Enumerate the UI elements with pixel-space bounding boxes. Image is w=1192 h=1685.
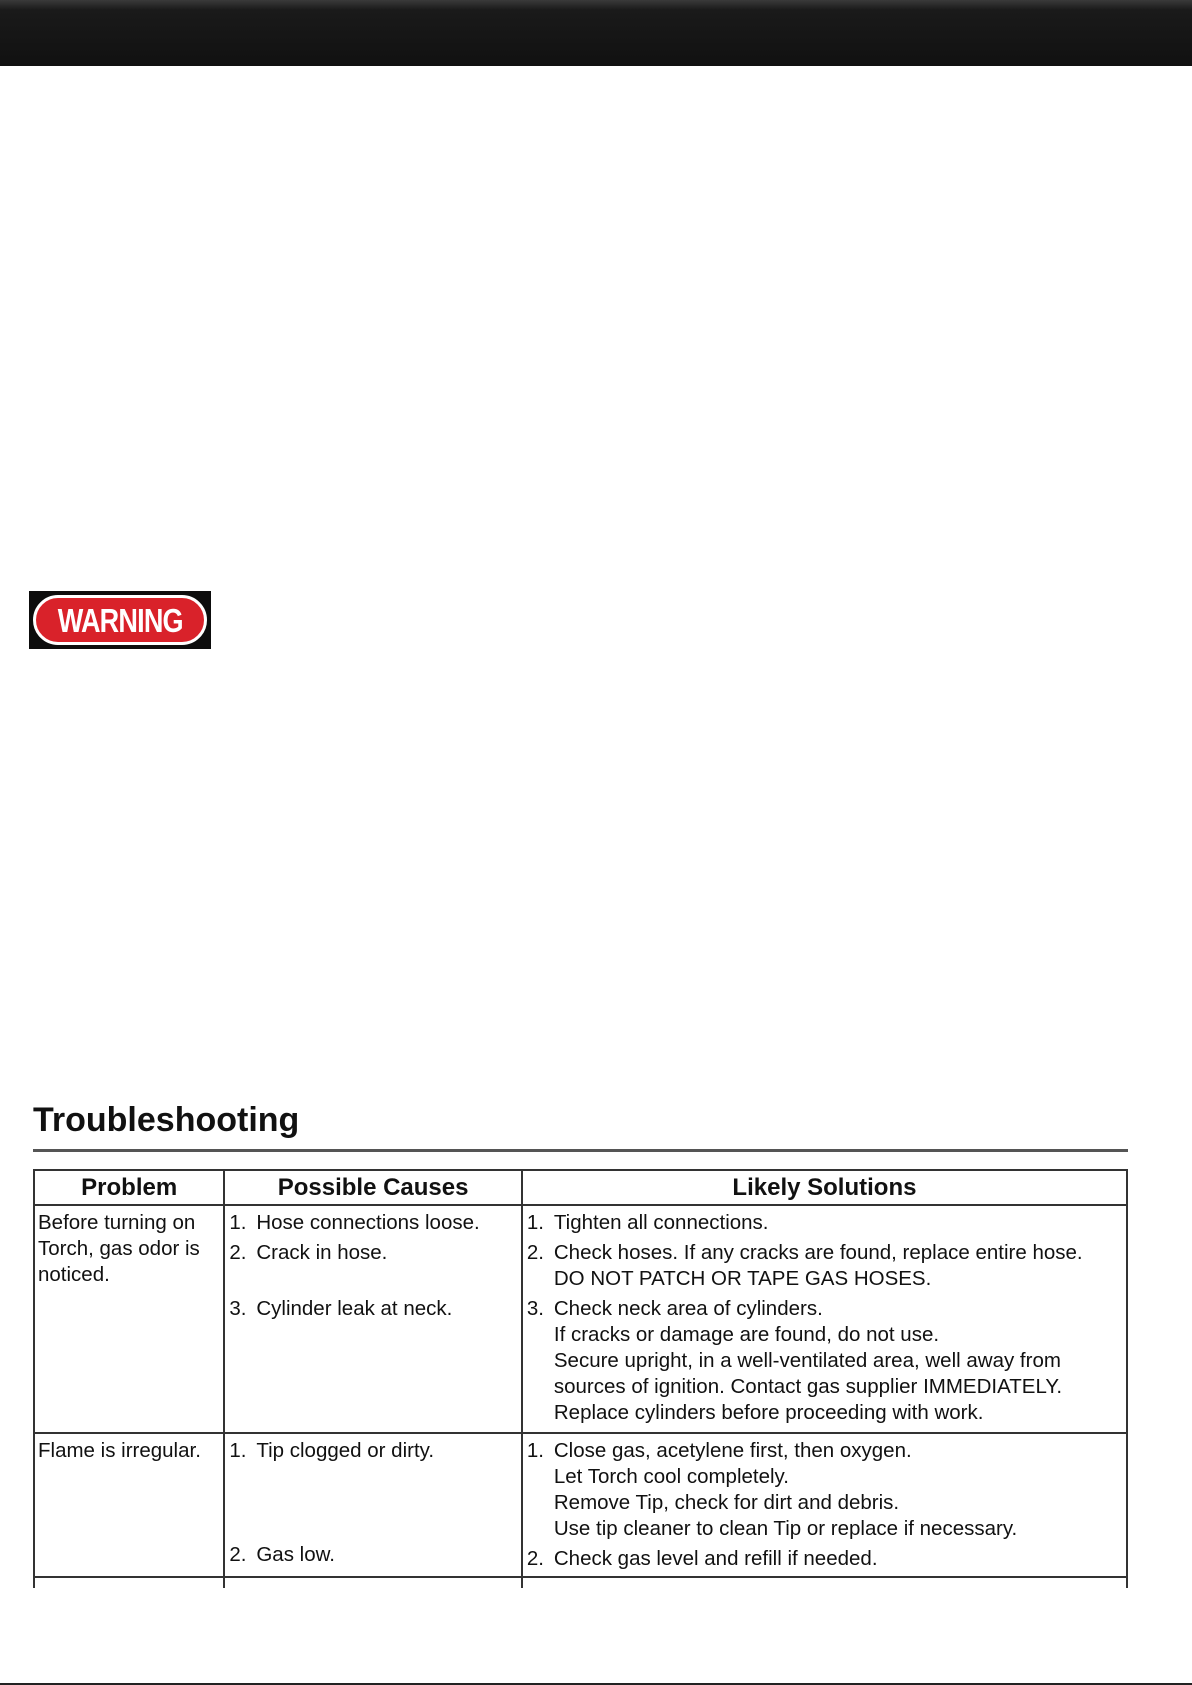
problem-text: Before turning on Torch, gas odor is noticed. [38, 1211, 200, 1286]
solution-number: 3. [526, 1297, 544, 1320]
warning-label: WARNING [57, 601, 183, 639]
cause-number: 1. [229, 1439, 247, 1462]
solution-text: Check hoses. If any cracks are found, replace entire hose. DO NOT PATCH OR TAPE GAS HOSES. [553, 1241, 1083, 1290]
problem-cell [34, 1433, 224, 1577]
header-problem: Problem [34, 1170, 224, 1205]
solutions-cell [522, 1433, 1127, 1577]
title-divider [33, 1149, 1128, 1152]
solution-number: 1. [526, 1439, 544, 1462]
table-header-row [34, 1170, 1127, 1205]
problem-text: Flame is irregular. [38, 1439, 201, 1462]
solution-number: 2. [526, 1241, 544, 1264]
solution-item [523, 1438, 1126, 1542]
problem-cell [34, 1205, 224, 1433]
cause-text: Gas low. [256, 1543, 335, 1566]
cause-item [225, 1210, 521, 1236]
solution-text: Check gas level and refill if needed. [553, 1547, 878, 1570]
warning-badge [29, 591, 211, 649]
solution-item [523, 1296, 1126, 1426]
table-row [34, 1433, 1127, 1577]
table-row [34, 1205, 1127, 1433]
cause-number: 2. [229, 1543, 247, 1566]
table-row-partial [34, 1577, 1127, 1588]
problem-cell [34, 1577, 224, 1588]
cause-text: Tip clogged or dirty. [256, 1439, 435, 1462]
solutions-cell [522, 1577, 1127, 1588]
causes-cell [224, 1433, 522, 1577]
cause-number: 2. [229, 1241, 247, 1264]
cause-text: Cylinder leak at neck. [256, 1297, 453, 1320]
cause-item [225, 1296, 521, 1322]
solution-item [523, 1240, 1126, 1292]
cause-item [225, 1240, 521, 1266]
section-title: Troubleshooting [33, 1101, 300, 1139]
header-possible-causes: Possible Causes [224, 1170, 522, 1205]
cause-text: Crack in hose. [256, 1241, 388, 1264]
solution-number: 1. [526, 1211, 544, 1234]
troubleshooting-table [33, 1169, 1128, 1588]
cause-item [225, 1542, 521, 1568]
warning-pill [33, 595, 207, 645]
solutions-cell [522, 1205, 1127, 1433]
solution-item [523, 1210, 1126, 1236]
header-likely-solutions: Likely Solutions [522, 1170, 1127, 1205]
causes-cell [224, 1577, 522, 1588]
cause-number: 3. [229, 1297, 247, 1320]
cause-text: Hose connections loose. [256, 1211, 480, 1234]
solution-text: Check neck area of cylinders. If cracks or damage are found, do not use. Secure upright, in a well-ventilated area, well away from sources of ignition. Contact gas supplier IMMEDIATELY. Replace cylinders before proceeding with work. [553, 1297, 1063, 1424]
solution-text: Close gas, acetylene first, then oxygen. Let Torch cool completely. Remove Tip, check for dirt and debris. Use tip cleaner to clean Tip or replace if necessary. [553, 1439, 1018, 1540]
cause-number: 1. [229, 1211, 247, 1234]
solution-item [523, 1546, 1126, 1572]
cause-item [225, 1438, 521, 1464]
solution-text: Tighten all connections. [553, 1211, 769, 1234]
solution-number: 2. [526, 1547, 544, 1570]
causes-cell [224, 1205, 522, 1433]
header-bar [0, 0, 1192, 66]
